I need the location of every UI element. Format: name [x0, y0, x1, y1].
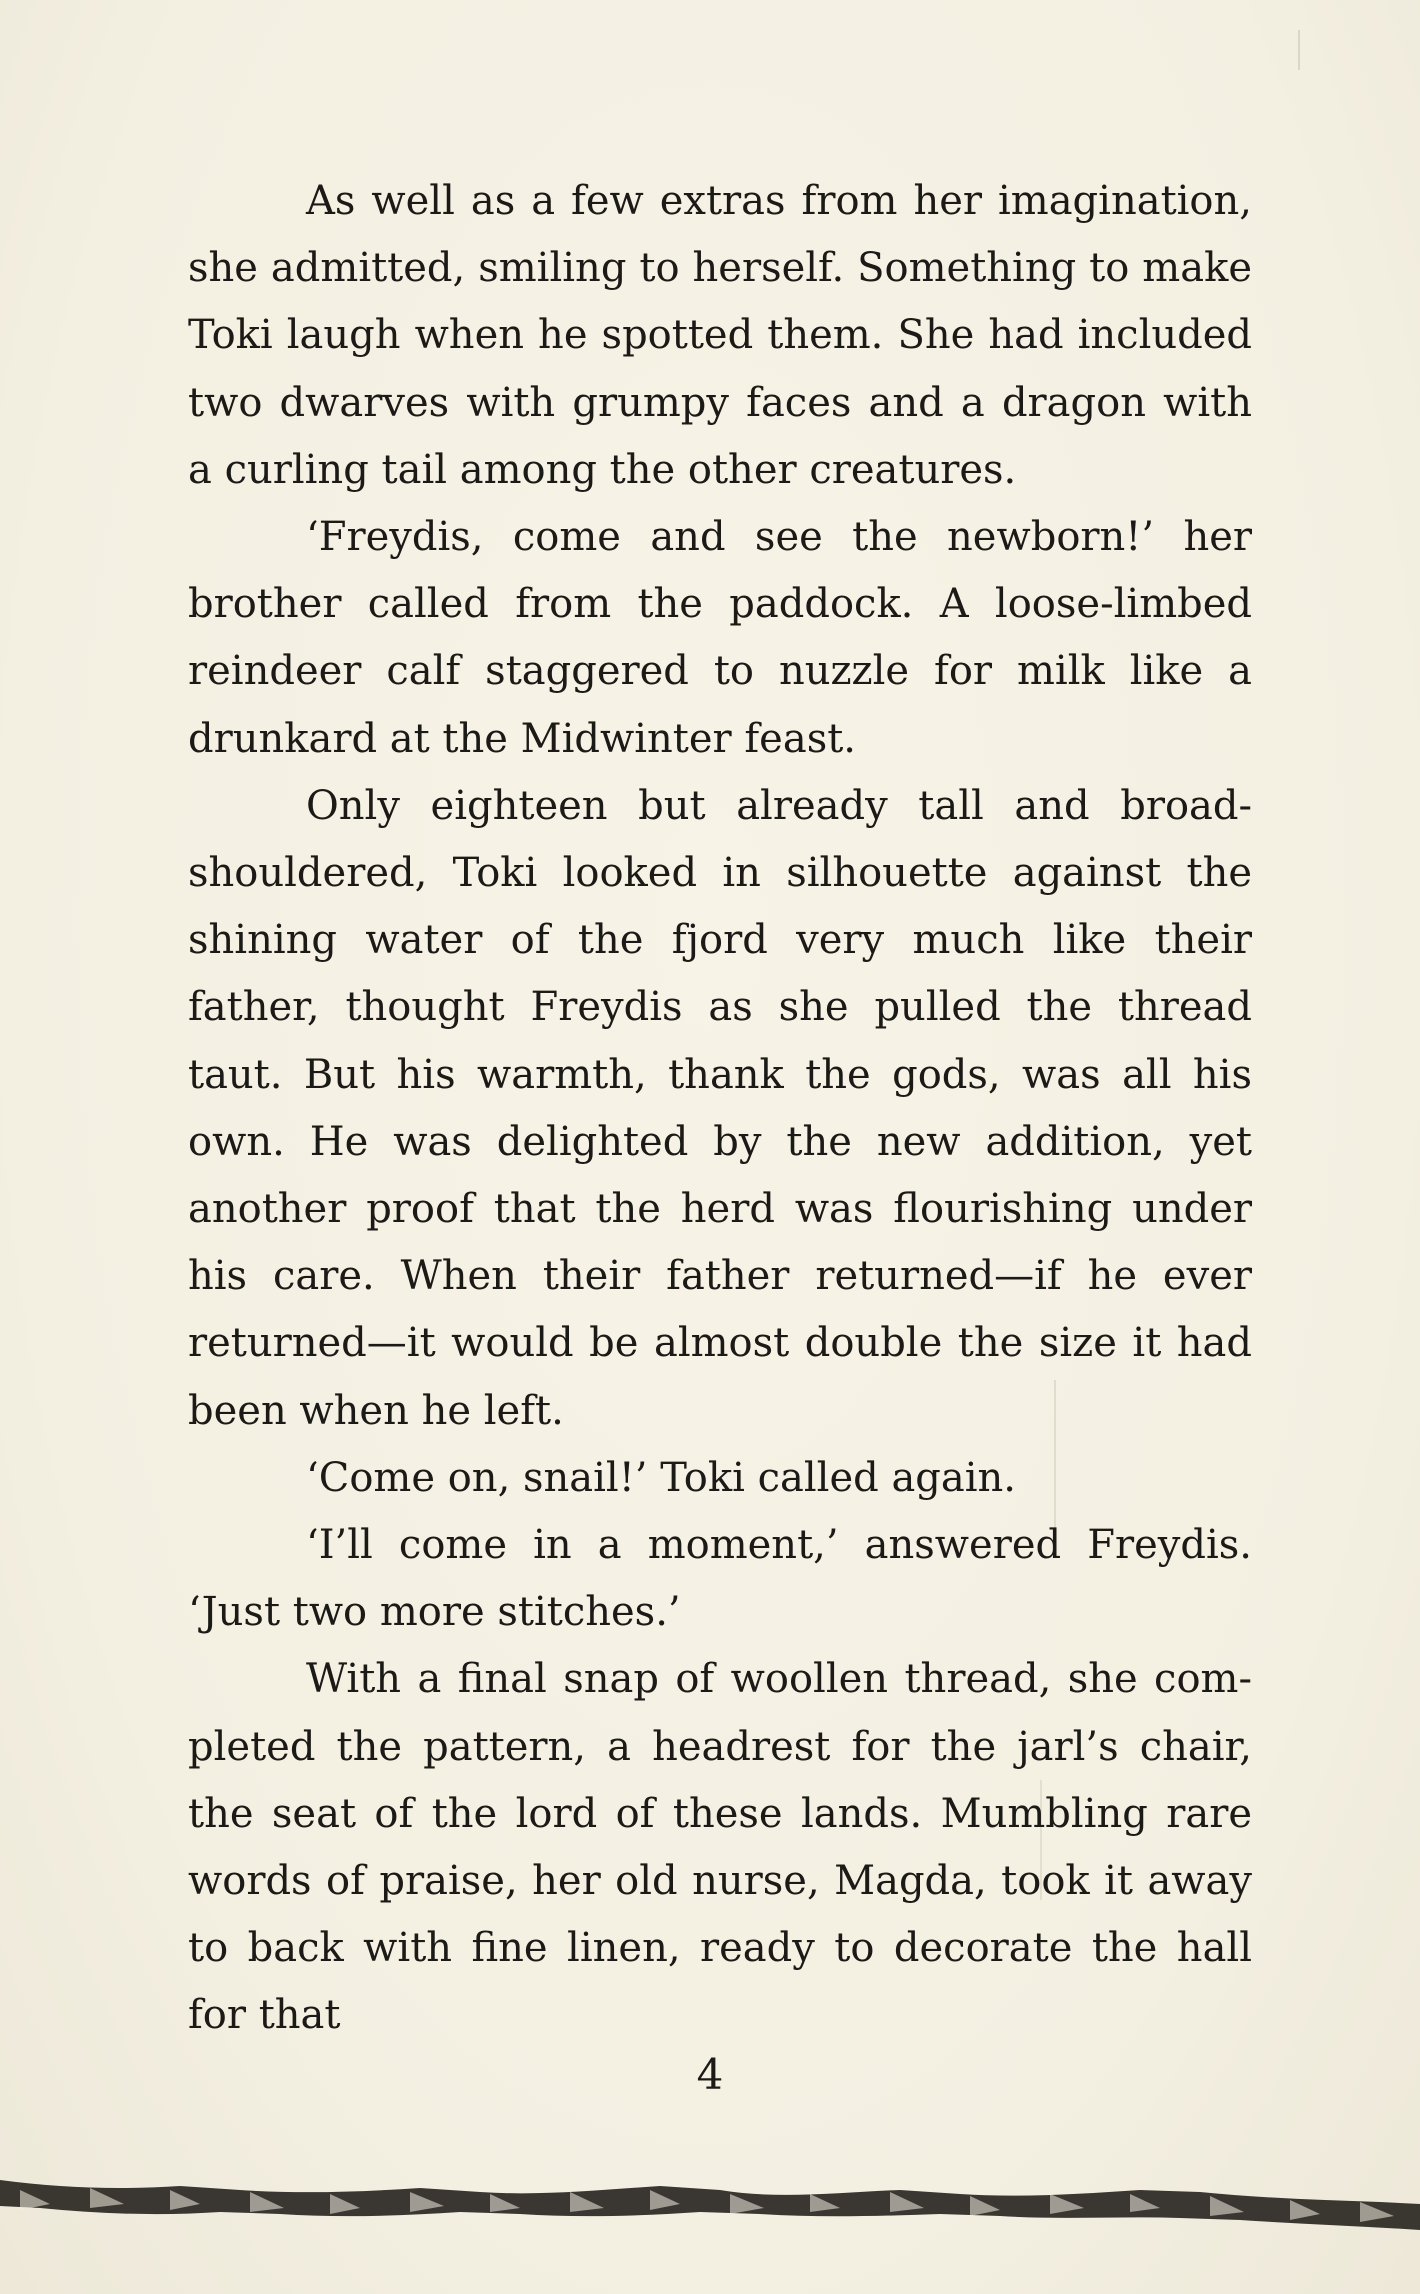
paragraph-2: ‘Freydis, come and see the newborn!’ her brother called from the paddock. A loose-limbed reindeer calf staggered to nuzzle for milk like a drunkard at the Midwinter feast. — [188, 514, 1252, 762]
paragraph-5: ‘I’ll come in a moment,’ answered Freydis. ‘Just two more stitches.’ — [188, 1522, 1252, 1636]
body-text — [188, 168, 1252, 2050]
border-ornament-pattern — [0, 2180, 1420, 2230]
paragraph-1: As well as a few extras from her imagination, she admitted, smiling to herself. Something to make Toki laugh when he spotted them. She had included two dwarves with grumpy faces and a dragon with a curling tail among the other creatures. — [188, 178, 1252, 493]
decorative-border-band — [0, 2160, 1420, 2240]
paragraph-4: ‘Come on, snail!’ Toki called again. — [306, 1454, 1017, 1501]
scan-speck — [1298, 30, 1300, 70]
page-number: 4 — [696, 2050, 724, 2099]
paragraph-6: With a final snap of woollen thread, she completed the pattern, a headrest for the jarl’s chair, the seat of the lord of these lands. Mumbling rare words of praise, her old nurse, Magda, took it away to back with fine linen, ready to decorate the hall for that — [188, 1656, 1252, 2039]
paragraph-3: Only eighteen but already tall and broad-shouldered, Toki looked in silhouette against the shining water of the fjord very much like their father, thought Freydis as she pulled the thread taut. But his warmth, thank the gods, was all his own. He was delighted by the new addition, yet another proof that the herd was flourishing under his care. When their father returned—if he ever returned—it would be almost double the size it had been when he left. — [188, 782, 1252, 1434]
